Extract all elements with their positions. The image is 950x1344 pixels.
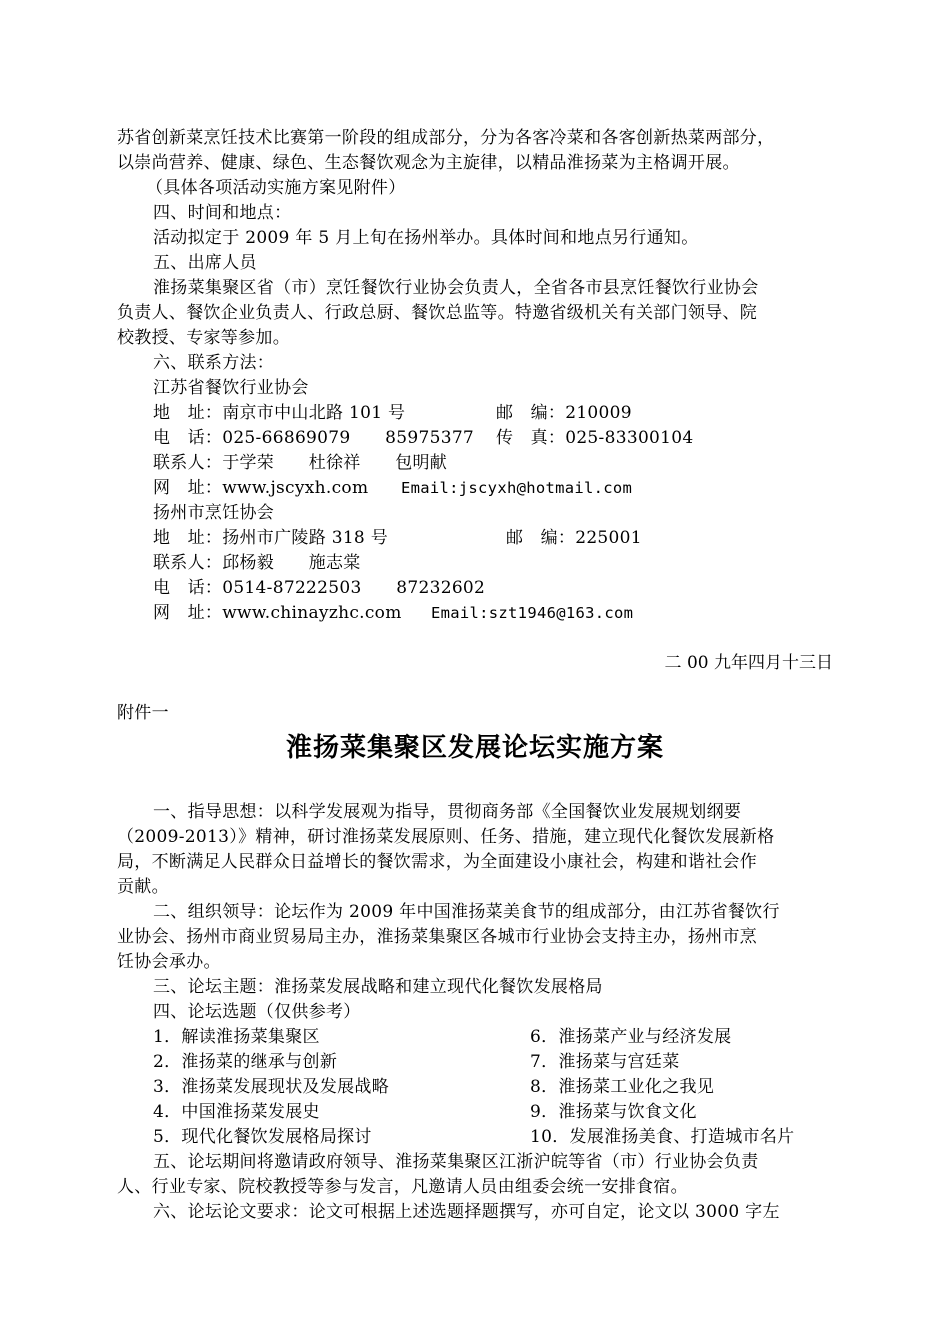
p1-line-3: 局，不断满足人民群众日益增长的餐饮需求，为全面建设小康社会，构建和谐社会作: [117, 852, 758, 872]
org1-phone: 电 话：025-66869079 85975377: [153, 428, 475, 448]
p2-line-2: 业协会、扬州市商业贸易局主办，淮扬菜集聚区各城市行业协会支持主办，扬州市烹: [117, 927, 758, 947]
section5-heading: 五、出席人员: [153, 253, 257, 273]
p2-line-3: 饪协会承办。: [117, 952, 221, 972]
topic-item: 4．中国淮扬菜发展史: [153, 1102, 320, 1122]
org2-email[interactable]: Email:szt1946@163.com: [431, 604, 634, 622]
topic-item: 7．淮扬菜与宫廷菜: [530, 1052, 680, 1072]
p1-line-2: （2009-2013）》精神，研讨淮扬菜发展原则、任务、措施，建立现代化餐饮发展新格: [117, 827, 775, 847]
section4-text: 活动拟定于 2009 年 5 月上旬在扬州举办。具体时间和地点另行通知。: [153, 228, 699, 248]
org2-address: 地 址：扬州市广陵路 318 号: [153, 528, 389, 548]
p5-line-1: 五、论坛期间将邀请政府领导、淮扬菜集聚区江浙沪皖等省（市）行业协会负责: [153, 1152, 759, 1172]
org2-phone: 电 话：0514-87222503 87232602: [153, 578, 486, 598]
attachment-label: 附件一: [117, 703, 169, 723]
org1-postcode: 邮 编：210009: [496, 403, 632, 423]
topic-item: 8．淮扬菜工业化之我见: [530, 1077, 715, 1097]
org2-name: 扬州市烹饪协会: [153, 503, 275, 523]
topic-item: 10．发展淮扬美食、打造城市名片: [530, 1127, 795, 1147]
intro-line-2: 以崇尚营养、健康、绿色、生态餐饮观念为主旋律，以精品淮扬菜为主格调开展。: [117, 153, 740, 173]
intro-line-1: 苏省创新菜烹饪技术比赛第一阶段的组成部分，分为各客冷菜和各客创新热菜两部分，: [117, 128, 775, 148]
p3-line: 三、论坛主题：淮扬菜发展战略和建立现代化餐饮发展格局: [153, 977, 603, 997]
topic-item: 5．现代化餐饮发展格局探讨: [153, 1127, 372, 1147]
topic-item: 3．淮扬菜发展现状及发展战略: [153, 1077, 390, 1097]
attachment-title: 淮扬菜集聚区发展论坛实施方案: [285, 733, 664, 763]
org1-web[interactable]: 网 址：www.jscyxh.com: [153, 478, 369, 498]
p1-line-1: 一、指导思想：以科学发展观为指导，贯彻商务部《全国餐饮业发展规划纲要: [153, 802, 742, 822]
p5-line-2: 人、行业专家、院校教授等参与发言，凡邀请人员由组委会统一安排食宿。: [117, 1177, 688, 1197]
org2-web[interactable]: 网 址：www.chinayzhc.com: [153, 603, 402, 623]
org2-postcode: 邮 编：225001: [506, 528, 642, 548]
p4-line: 四、论坛选题（仅供参考）: [153, 1002, 361, 1022]
topic-item: 9．淮扬菜与饮食文化: [530, 1102, 697, 1122]
section5-line-1: 淮扬菜集聚区省（市）烹饪餐饮行业协会负责人，全省各市县烹饪餐饮行业协会: [153, 278, 759, 298]
section5-line-3: 校教授、专家等参加。: [117, 328, 290, 348]
p6-line: 六、论坛论文要求：论文可根据上述选题择题撰写，亦可自定，论文以 3000 字左: [153, 1202, 780, 1222]
p2-line-1: 二、组织领导：论坛作为 2009 年中国淮扬菜美食节的组成部分，由江苏省餐饮行: [153, 902, 780, 922]
section5-line-2: 负责人、餐饮企业负责人、行政总厨、餐饮总监等。特邀省级机关有关部门领导、院: [117, 303, 758, 323]
document-date: 二 00 九年四月十三日: [664, 653, 833, 673]
org1-email[interactable]: Email:jscyxh@hotmail.com: [401, 479, 633, 497]
section4-heading: 四、时间和地点：: [153, 203, 292, 223]
topic-item: 6．淮扬菜产业与经济发展: [530, 1027, 732, 1047]
topic-item: 1．解读淮扬菜集聚区: [153, 1027, 320, 1047]
section6-heading: 六、联系方法：: [153, 353, 275, 373]
topic-item: 2．淮扬菜的继承与创新: [153, 1052, 338, 1072]
org1-fax: 传 真：025-83300104: [496, 428, 694, 448]
org1-contacts: 联系人：于学荣 杜徐祥 包明献: [153, 453, 448, 473]
org1-address: 地 址：南京市中山北路 101 号: [153, 403, 406, 423]
p1-line-4: 贡献。: [117, 877, 169, 897]
intro-line-3: （具体各项活动实施方案见附件）: [146, 178, 406, 198]
org1-name: 江苏省餐饮行业协会: [153, 378, 309, 398]
org2-contacts: 联系人：邱杨毅 施志棠: [153, 553, 361, 573]
